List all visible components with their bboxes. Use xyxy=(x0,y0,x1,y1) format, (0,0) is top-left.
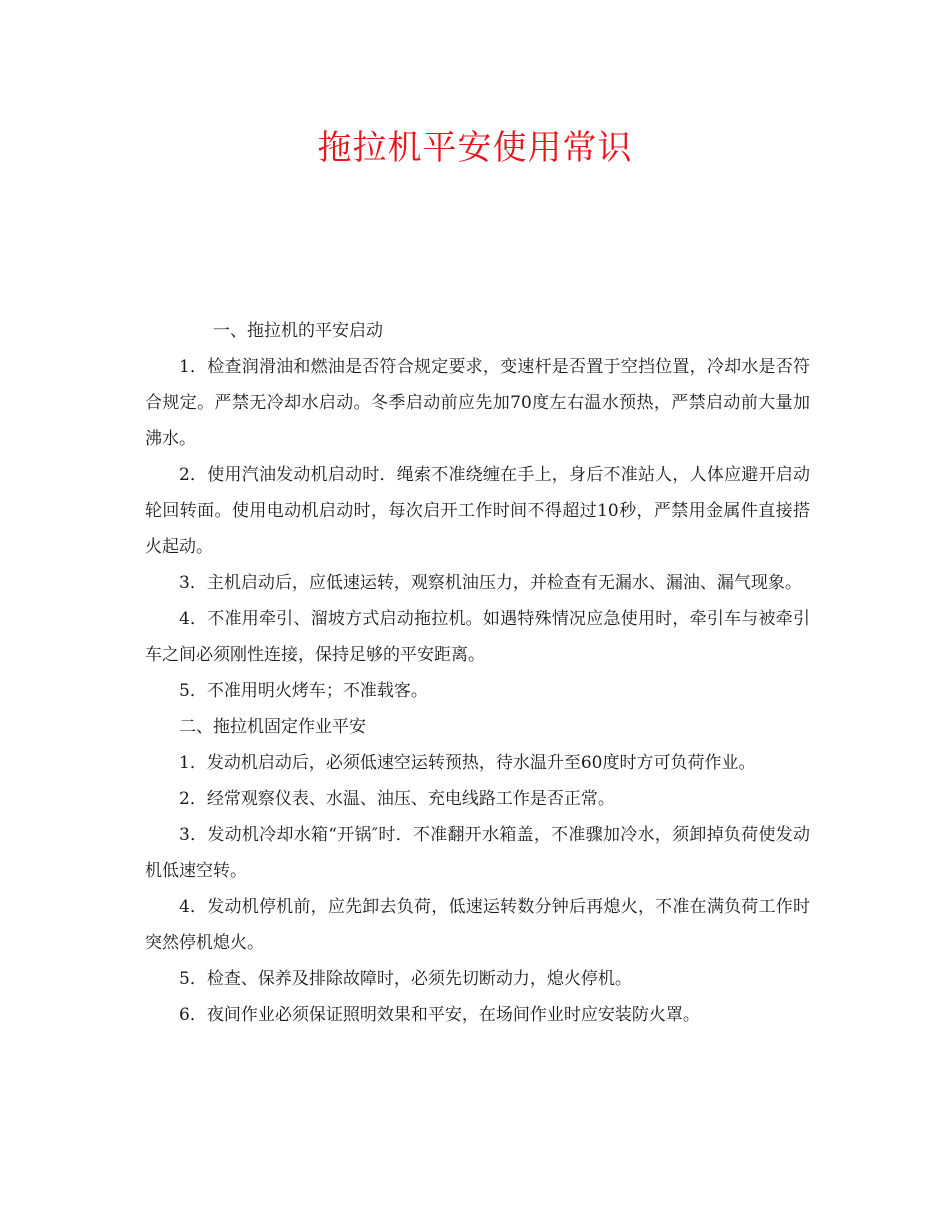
document-body xyxy=(145,313,810,1033)
paragraph: 2．使用汽油发动机启动时．绳索不准绕缠在手上，身后不准站人，人体应避开启动轮回转面。使用电动机启动时，每次启开工作时间不得超过10秒，严禁用金属件直接搭火起动。 xyxy=(145,465,810,557)
section-heading-1: 一、拖拉机的平安启动 xyxy=(213,321,383,341)
paragraph: 4．发动机停机前，应先卸去负荷，低速运转数分钟后再熄火，不准在满负荷工作时突然停机熄火。 xyxy=(145,897,810,953)
document-title: 拖拉机平安使用常识 xyxy=(317,128,633,168)
paragraph: 1．检查润滑油和燃油是否符合规定要求，变速杆是否置于空挡位置，冷却水是否符合规定。严禁无冷却水启动。冬季启动前应先加70度左右温水预热，严禁启动前大量加沸水。 xyxy=(145,357,810,449)
paragraph: 1．发动机启动后，必须低速空运转预热，待水温升至60度时方可负荷作业。 xyxy=(179,753,756,773)
paragraph: 5．不准用明火烤车；不准载客。 xyxy=(179,681,428,701)
section-heading-2: 二、拖拉机固定作业平安 xyxy=(179,717,366,737)
paragraph: 5．检查、保养及排除故障时，必须先切断动力，熄火停机。 xyxy=(179,969,632,989)
paragraph: 4．不准用牵引、溜坡方式启动拖拉机。如遇特殊情况应急使用时，牵引车与被牵引车之间必须刚性连接，保持足够的平安距离。 xyxy=(145,609,810,665)
paragraph: 3．发动机冷却水箱“开锅″时．不准翻开水箱盖，不准骤加冷水，须卸掉负荷使发动机低速空转。 xyxy=(145,825,810,881)
paragraph: 6．夜间作业必须保证照明效果和平安，在场间作业时应安装防火罩。 xyxy=(179,1005,700,1025)
paragraph: 2．经常观察仪表、水温、油压、充电线路工作是否正常。 xyxy=(179,789,615,809)
paragraph: 3．主机启动后，应低速运转，观察机油压力，并检查有无漏水、漏油、漏气现象。 xyxy=(179,573,802,593)
